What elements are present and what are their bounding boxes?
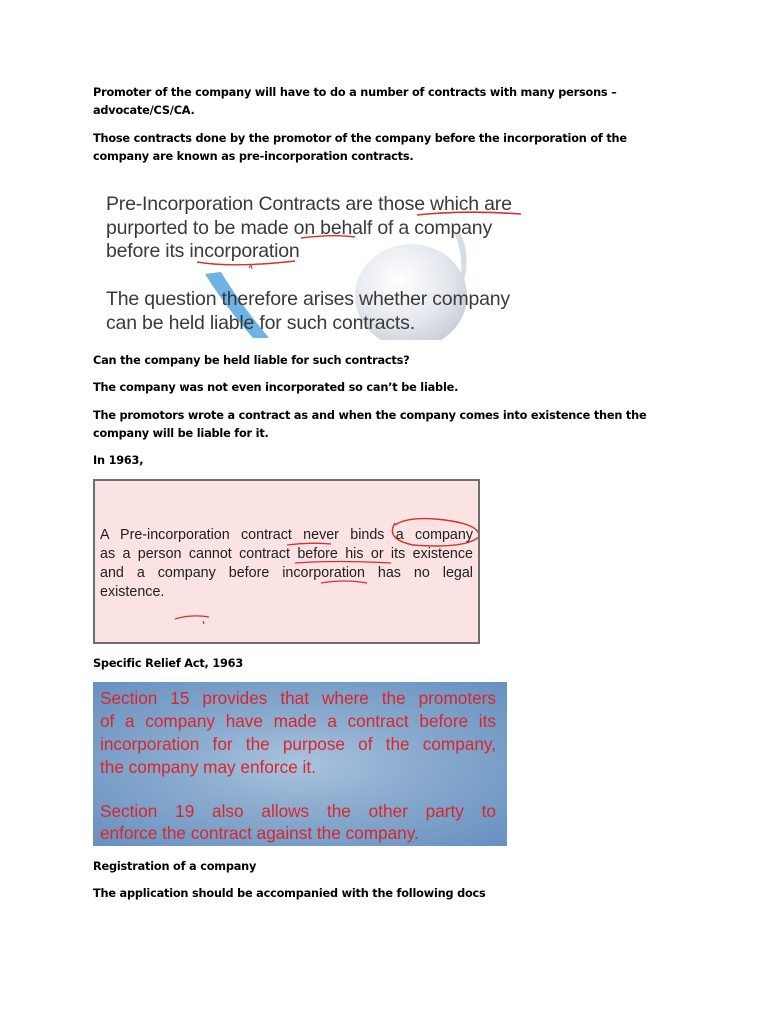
slide1-line-3: before its incorporation bbox=[106, 240, 300, 262]
slide3-line-2: of a company have made a contract before its bbox=[100, 711, 496, 731]
slide3-line-1: Section 15 provides that where the promoters bbox=[100, 688, 496, 708]
slide3-line-4: the company may enforce it. bbox=[100, 757, 316, 777]
slide-specific-relief-act-sections bbox=[93, 682, 507, 846]
paragraph-application-docs: The application should be accompanied with the following docs bbox=[93, 887, 486, 900]
slide2-line-4: existence. bbox=[100, 584, 165, 600]
slide-pre-incorporation-contract-rule bbox=[93, 479, 480, 644]
paragraph-registration-heading: Registration of a company bbox=[93, 860, 257, 873]
slide3-line-3: incorporation for the purpose of the company, bbox=[100, 734, 496, 754]
paragraph-specific-relief-act: Specific Relief Act, 1963 bbox=[93, 657, 243, 670]
paragraph-pre-incorporation-definition: Those contracts done by the promotor of the company before the incorporation of the company are known as pre-incorporation contracts. bbox=[93, 132, 627, 163]
slide1-line-2: purported to be made on behalf of a company bbox=[106, 217, 492, 239]
slide1-line-5: can be held liable for such contracts. bbox=[106, 312, 415, 334]
slide3-line-5: Section 19 also allows the other party to bbox=[100, 801, 496, 821]
paragraph-liability-question: Can the company be held liable for such contracts? bbox=[93, 354, 410, 367]
paragraph-promoter-contracts: Promoter of the company will have to do a number of contracts with many persons – advocate/CS/CA. bbox=[93, 86, 617, 117]
slide3-line-6: enforce the contract against the company. bbox=[100, 823, 419, 843]
paragraph-year-1963: In 1963, bbox=[93, 454, 144, 467]
slide1-line-4: The question therefore arises whether company bbox=[106, 288, 510, 310]
slide2-line-1: A Pre-incorporation contract never binds a company bbox=[100, 527, 473, 543]
slide2-line-2: as a person cannot contract before his or its existence bbox=[100, 546, 473, 562]
slide2-line-3: and a company before incorporation has no legal bbox=[100, 565, 473, 581]
paragraph-not-incorporated: The company was not even incorporated so can’t be liable. bbox=[93, 381, 459, 394]
slide1-line-1: Pre-Incorporation Contracts are those which are bbox=[106, 193, 512, 215]
paragraph-promotors-contract: The promotors wrote a contract as and when the company comes into existence then the company will be liable for it. bbox=[93, 409, 647, 440]
slide-pre-incorporation-definition bbox=[93, 176, 533, 340]
